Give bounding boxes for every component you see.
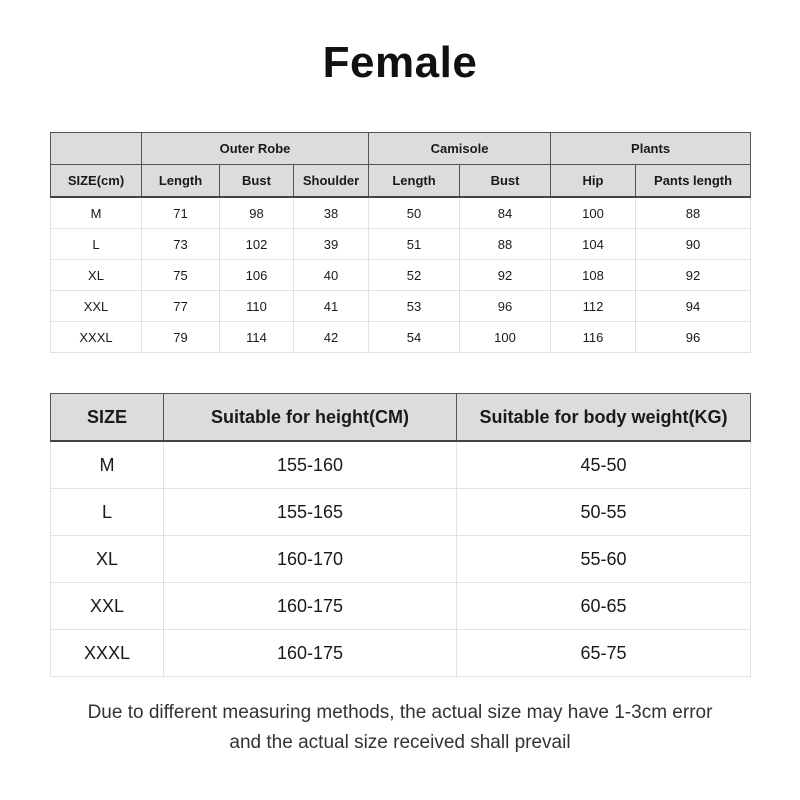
measurement-table bbox=[50, 132, 751, 353]
table-cell: 71 bbox=[142, 197, 220, 229]
table-cell: 75 bbox=[142, 260, 220, 291]
size-cell: XXXL bbox=[51, 630, 164, 677]
table-cell: 51 bbox=[369, 229, 460, 260]
size-cell: L bbox=[51, 489, 164, 536]
height-cell: 160-175 bbox=[164, 630, 457, 677]
column-header: Length bbox=[369, 165, 460, 198]
table-cell: 38 bbox=[294, 197, 369, 229]
table-row bbox=[51, 583, 751, 630]
measurement-note bbox=[0, 698, 800, 758]
height-cell: 155-165 bbox=[164, 489, 457, 536]
group-header-camisole: Camisole bbox=[369, 133, 551, 165]
table-cell: 73 bbox=[142, 229, 220, 260]
table-cell: 100 bbox=[460, 322, 551, 353]
group-header-outer-robe: Outer Robe bbox=[142, 133, 369, 165]
column-header-height: Suitable for height(CM) bbox=[164, 394, 457, 442]
table-row bbox=[51, 630, 751, 677]
table-cell: 88 bbox=[636, 197, 751, 229]
table-cell: 79 bbox=[142, 322, 220, 353]
column-header: Bust bbox=[220, 165, 294, 198]
table-cell: 50 bbox=[369, 197, 460, 229]
table-cell: 96 bbox=[636, 322, 751, 353]
size-cell: XL bbox=[51, 260, 142, 291]
weight-cell: 50-55 bbox=[457, 489, 751, 536]
height-cell: 155-160 bbox=[164, 441, 457, 489]
column-header: Pants length bbox=[636, 165, 751, 198]
column-header: Hip bbox=[551, 165, 636, 198]
table-cell: 52 bbox=[369, 260, 460, 291]
table-cell: 108 bbox=[551, 260, 636, 291]
table-cell: 94 bbox=[636, 291, 751, 322]
height-cell: 160-175 bbox=[164, 583, 457, 630]
table-cell: 92 bbox=[460, 260, 551, 291]
table-cell: 102 bbox=[220, 229, 294, 260]
weight-cell: 65-75 bbox=[457, 630, 751, 677]
table-cell: 42 bbox=[294, 322, 369, 353]
group-header-plants: Plants bbox=[551, 133, 751, 165]
table-row bbox=[51, 291, 751, 322]
size-cell: XXL bbox=[51, 291, 142, 322]
table-cell: 90 bbox=[636, 229, 751, 260]
table-row bbox=[51, 441, 751, 489]
table-cell: 92 bbox=[636, 260, 751, 291]
weight-cell: 55-60 bbox=[457, 536, 751, 583]
table-cell: 112 bbox=[551, 291, 636, 322]
table-cell: 40 bbox=[294, 260, 369, 291]
note-line-2: and the actual size received shall prevail bbox=[229, 732, 571, 753]
table-cell: 88 bbox=[460, 229, 551, 260]
size-cell: XXL bbox=[51, 583, 164, 630]
column-header: Length bbox=[142, 165, 220, 198]
table-cell: 39 bbox=[294, 229, 369, 260]
table-cell: 114 bbox=[220, 322, 294, 353]
table-row bbox=[51, 536, 751, 583]
table-cell: 53 bbox=[369, 291, 460, 322]
table-cell: 100 bbox=[551, 197, 636, 229]
table-cell: 77 bbox=[142, 291, 220, 322]
table-row bbox=[51, 322, 751, 353]
table-cell: 116 bbox=[551, 322, 636, 353]
column-header: Bust bbox=[460, 165, 551, 198]
table-cell: 41 bbox=[294, 291, 369, 322]
column-header: Shoulder bbox=[294, 165, 369, 198]
column-header-size: SIZE bbox=[51, 394, 164, 442]
table-cell: 104 bbox=[551, 229, 636, 260]
table-row bbox=[51, 260, 751, 291]
height-cell: 160-170 bbox=[164, 536, 457, 583]
size-cell: XL bbox=[51, 536, 164, 583]
fit-table bbox=[50, 393, 751, 677]
group-header-empty bbox=[51, 133, 142, 165]
size-cell: L bbox=[51, 229, 142, 260]
column-header-row bbox=[51, 165, 751, 198]
weight-cell: 60-65 bbox=[457, 583, 751, 630]
table-row bbox=[51, 197, 751, 229]
table-cell: 110 bbox=[220, 291, 294, 322]
size-cell: M bbox=[51, 441, 164, 489]
table-cell: 84 bbox=[460, 197, 551, 229]
table-cell: 54 bbox=[369, 322, 460, 353]
table-cell: 106 bbox=[220, 260, 294, 291]
group-header-row bbox=[51, 133, 751, 165]
table-row bbox=[51, 229, 751, 260]
column-header: SIZE(cm) bbox=[51, 165, 142, 198]
table-row bbox=[51, 489, 751, 536]
fit-header-row bbox=[51, 394, 751, 442]
weight-cell: 45-50 bbox=[457, 441, 751, 489]
size-cell: XXXL bbox=[51, 322, 142, 353]
table-cell: 98 bbox=[220, 197, 294, 229]
size-cell: M bbox=[51, 197, 142, 229]
column-header-weight: Suitable for body weight(KG) bbox=[457, 394, 751, 442]
table-cell: 96 bbox=[460, 291, 551, 322]
note-line-1: Due to different measuring methods, the actual size may have 1-3cm error bbox=[87, 702, 713, 723]
page-title: Female bbox=[322, 38, 478, 87]
